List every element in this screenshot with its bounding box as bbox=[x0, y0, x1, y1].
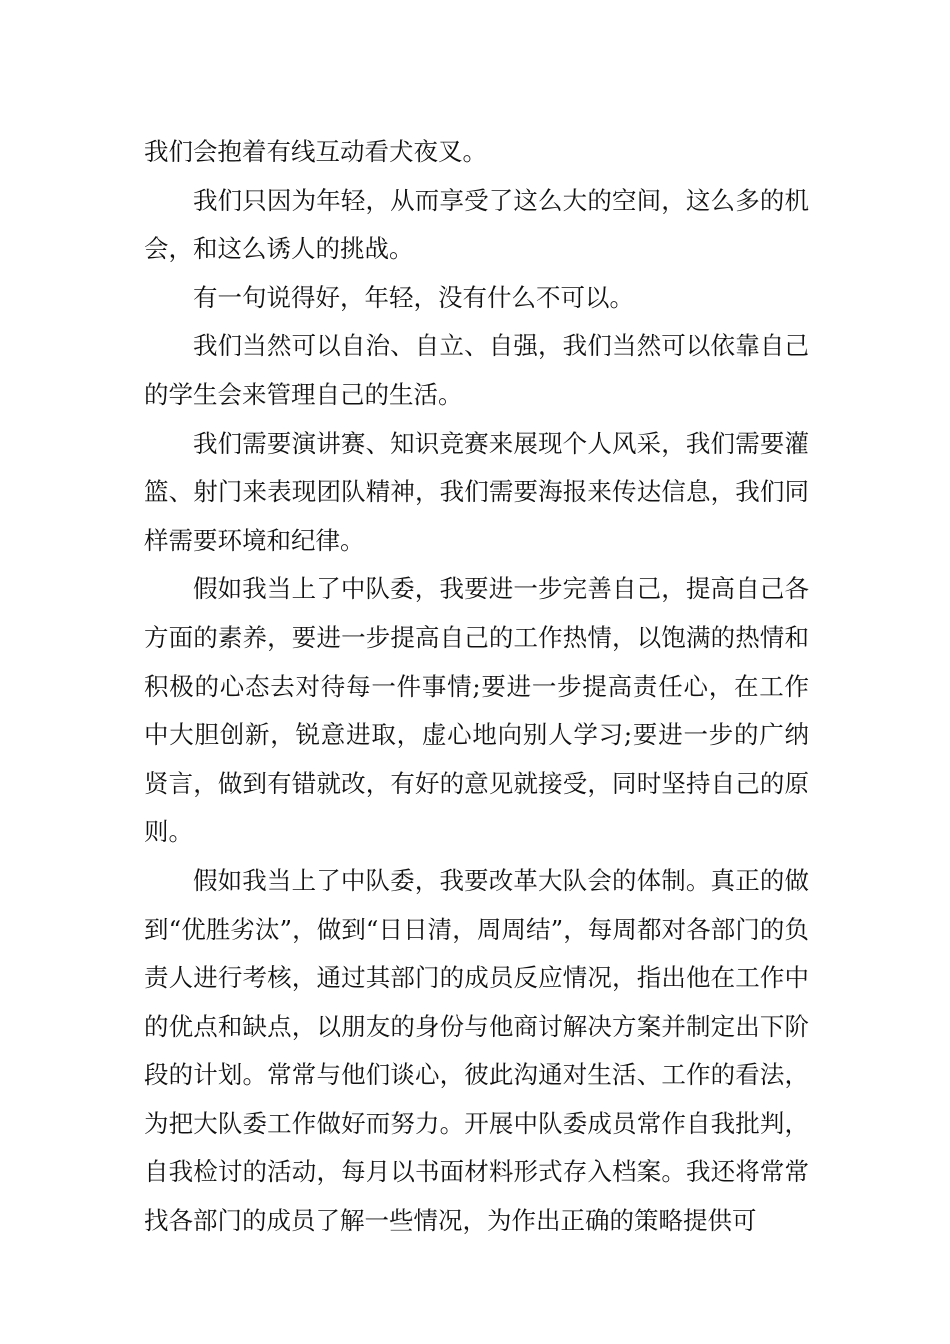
paragraph-3: 有一句说得好，年轻，没有什么不可以。 bbox=[193, 282, 634, 312]
paragraph-6: 假如我当上了中队委，我要进一步完善自己，提高自己各方面的素养，要进一步提高自己的工作热情，以饱满的热情和积极的心态去对待每一件事情;要进一步提高责任心，在工作中大胆创新，锐意进取，虚心地向别人学习;要进一步的广纳贤言，做到有错就改，有好的意见就接受，同时坚持自己的原则。 bbox=[144, 574, 809, 847]
paragraph-4: 我们当然可以自治、自立、自强，我们当然可以依靠自己的学生会来管理自己的生活。 bbox=[144, 331, 809, 409]
paragraph-1: 我们会抱着有线互动看犬夜叉。 bbox=[144, 137, 487, 166]
document-body bbox=[144, 128, 809, 1246]
paragraph-2: 我们只因为年轻，从而享受了这么大的空间，这么多的机会，和这么诱人的挑战。 bbox=[144, 185, 809, 264]
paragraph-7: 假如我当上了中队委，我要改革大队会的体制。真正的做到“优胜劣汰”，做到“日日清，周周结”，每周都对各部门的负责人进行考核，通过其部门的成员反应情况，指出他在工作中的优点和缺点，以朋友的身份与他商讨解决方案并制定出下阶段的计划。常常与他们谈心，彼此沟通对生活、工作的看法，为把大队委工作做好而努力。开展中队委成员常作自我批判，自我检讨的活动，每月以书面材料形式存入档案。我还将常常找各部门的成员了解一些情况，为作出正确的策略提供可 bbox=[144, 865, 809, 1236]
paragraph-5: 我们需要演讲赛、知识竞赛来展现个人风采，我们需要灌篮、射门来表现团队精神，我们需要海报来传达信息，我们同样需要环境和纪律。 bbox=[144, 428, 809, 555]
